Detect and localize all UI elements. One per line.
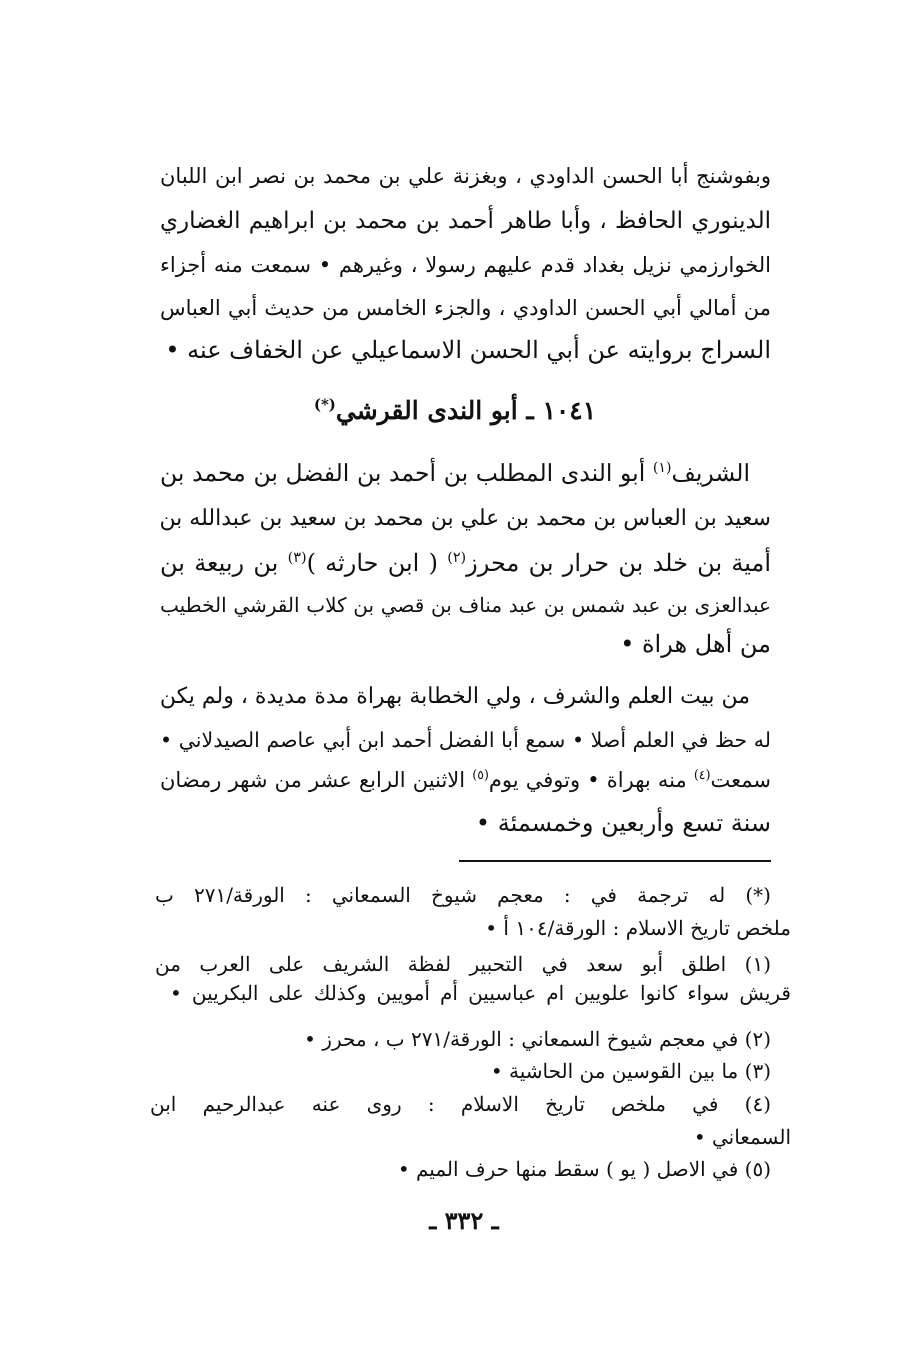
text-run: سمعت (710, 768, 771, 792)
entry-heading (150, 390, 760, 432)
footnote-marker: (١) (652, 460, 672, 477)
footnote-line: (٢) في معجم شيوخ السمعاني : الورقة/٢٧١ ب ، محرز • (304, 1027, 771, 1051)
footnote-line: قريش سواء كانوا علويين ام عباسيين أم أمويين وكذلك على البكريين • (170, 981, 791, 1005)
body-text-line: من أهل هراة • (620, 630, 771, 658)
footnote-line: (٤) في ملخص تاريخ الاسلام : روى عنه عبدالرحيم ابن (150, 1092, 771, 1116)
body-text-line: السراج بروايته عن أبي الحسن الاسماعيلي عن الخفاف عنه • (165, 336, 771, 364)
body-text-line: له حظ في العلم أصلا • سمع أبا الفضل أحمد ابن أبي عاصم الصيدلاني • (160, 728, 771, 752)
text-run: الشريف (671, 459, 750, 487)
body-text-line: سنة تسع وأربعين وخمسمئة • (475, 809, 771, 837)
footnote-line: السمعاني • (693, 1125, 791, 1149)
body-text-line: من بيت العلم والشرف ، ولي الخطابة بهراة مدة مديدة ، ولم يكن (159, 684, 750, 709)
body-text-line: عبدالعزى بن عبد شمس بن عبد مناف بن قصي بن كلاب القرشي الخطيب (160, 593, 771, 617)
text-run: أمية بن خلد بن حرار بن محرز (466, 549, 771, 577)
footnote-separator (459, 860, 771, 862)
footnote-line: (٥) في الاصل ( يو ) سقط منها حرف الميم • (397, 1157, 771, 1181)
footnote-marker: (٤) (693, 767, 711, 782)
body-text-line: من أمالي أبي الحسن الداودي ، والجزء الخامس من حديث أبي العباس (160, 296, 771, 320)
text-run: ( ابن حارثه ) (306, 549, 448, 577)
entry-heading-text: ١٠٤١ ـ أبو الندى القرشي (335, 396, 597, 425)
text-run: بن ربيعة بن (160, 549, 288, 577)
footnote-marker: (٢) (447, 550, 467, 566)
body-text-line (160, 543, 771, 583)
footnote-line: (١) اطلق أبو سعد في التحبير لفظة الشريف على العرب من (155, 952, 771, 976)
page-number: ـ ٣٣٢ ـ (429, 1206, 499, 1235)
body-text-line (160, 453, 750, 493)
heading-footnote-marker: (*) (313, 395, 336, 414)
footnote-line: ملخص تاريخ الاسلام : الورقة/١٠٤ أ • (485, 916, 791, 940)
body-text-line: سعيد بن العباس بن محمد بن علي بن محمد بن سعيد بن عبدالله بن (159, 506, 771, 531)
body-text-line: الدينوري الحافظ ، وأبا طاهر أحمد بن محمد بن ابراهيم الغضاري (160, 208, 771, 234)
footnote-line: (٣) ما بين القوسين من الحاشية • (490, 1059, 771, 1083)
footnote-marker: (٣) (287, 550, 307, 566)
footnote-marker: (٥) (472, 767, 489, 782)
body-text-line (160, 760, 771, 800)
text-run: أبو الندى المطلب بن أحمد بن الفضل بن محمد بن (160, 459, 653, 487)
body-text-line: وبفوشنج أبا الحسن الداودي ، وبغزنة علي بن محمد بن نصر ابن اللبان (160, 164, 771, 188)
footnote-line: (*) له ترجمة في : معجم شيوخ السمعاني : الورقة/٢٧١ ب (155, 883, 771, 907)
text-run: منه بهراة • وتوفي يوم (488, 768, 694, 792)
body-text-line: الخوارزمي نزيل بغداد قدم عليهم رسولا ، وغيرهم • سمعت منه أجزاء (160, 253, 771, 277)
text-run: الاثنين الرابع عشر من شهر رمضان (160, 768, 473, 792)
